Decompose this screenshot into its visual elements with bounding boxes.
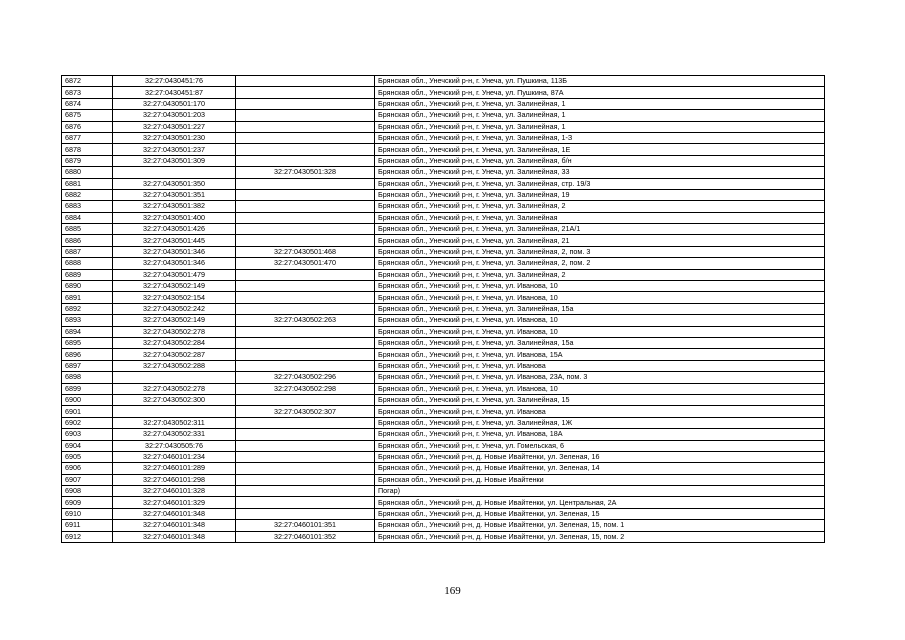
cadastral-number-cell: 32:27:0430501:479 bbox=[113, 269, 236, 280]
related-cadastral-number-cell bbox=[236, 189, 375, 200]
cadastral-number-cell: 32:27:0430505:76 bbox=[113, 440, 236, 451]
row-number-cell: 6905 bbox=[62, 451, 113, 462]
related-cadastral-number-cell bbox=[236, 463, 375, 474]
table-row bbox=[62, 87, 825, 98]
page-number: 169 bbox=[444, 585, 461, 597]
row-number-cell: 6881 bbox=[62, 178, 113, 189]
cadastral-number-cell: 32:27:0430451:87 bbox=[113, 87, 236, 98]
row-number-cell: 6897 bbox=[62, 360, 113, 371]
cadastral-number-cell: 32:27:0430501:309 bbox=[113, 155, 236, 166]
row-number-cell: 6884 bbox=[62, 212, 113, 223]
row-number-cell: 6872 bbox=[62, 76, 113, 87]
cadastral-number-cell: 32:27:0430502:300 bbox=[113, 394, 236, 405]
address-cell: Брянская обл., Унечский р-н, г. Унеча, ул. Пушкина, 87А bbox=[375, 87, 825, 98]
cadastral-number-cell: 32:27:0430502:278 bbox=[113, 326, 236, 337]
table-row bbox=[62, 463, 825, 474]
related-cadastral-number-cell bbox=[236, 235, 375, 246]
table-row bbox=[62, 474, 825, 485]
address-cell: Брянская обл., Унечский р-н, г. Унеча, ул. Залинейная, 1 bbox=[375, 121, 825, 132]
row-number-cell: 6889 bbox=[62, 269, 113, 280]
table-row bbox=[62, 144, 825, 155]
row-number-cell: 6909 bbox=[62, 497, 113, 508]
cadastral-number-cell: 32:27:0430501:382 bbox=[113, 201, 236, 212]
related-cadastral-number-cell bbox=[236, 429, 375, 440]
address-cell: Брянская обл., Унечский р-н, д. Новые Ивайтенки bbox=[375, 474, 825, 485]
table-row bbox=[62, 531, 825, 542]
related-cadastral-number-cell bbox=[236, 87, 375, 98]
cadastral-number-cell: 32:27:0430501:227 bbox=[113, 121, 236, 132]
related-cadastral-number-cell bbox=[236, 440, 375, 451]
table-row bbox=[62, 167, 825, 178]
row-number-cell: 6911 bbox=[62, 520, 113, 531]
related-cadastral-number-cell bbox=[236, 394, 375, 405]
table-row bbox=[62, 337, 825, 348]
related-cadastral-number-cell bbox=[236, 110, 375, 121]
related-cadastral-number-cell bbox=[236, 360, 375, 371]
related-cadastral-number-cell bbox=[236, 281, 375, 292]
cadastral-number-cell: 32:27:0430501:350 bbox=[113, 178, 236, 189]
cadastral-number-cell: 32:27:0460101:234 bbox=[113, 451, 236, 462]
related-cadastral-number-cell: 32:27:0430501:328 bbox=[236, 167, 375, 178]
related-cadastral-number-cell bbox=[236, 269, 375, 280]
row-number-cell: 6894 bbox=[62, 326, 113, 337]
cadastral-number-cell: 32:27:0430501:351 bbox=[113, 189, 236, 200]
cadastral-number-cell: 32:27:0430501:203 bbox=[113, 110, 236, 121]
row-number-cell: 6895 bbox=[62, 337, 113, 348]
row-number-cell: 6878 bbox=[62, 144, 113, 155]
cadastral-number-cell: 32:27:0430502:149 bbox=[113, 281, 236, 292]
table-row bbox=[62, 121, 825, 132]
row-number-cell: 6902 bbox=[62, 417, 113, 428]
table-row bbox=[62, 326, 825, 337]
related-cadastral-number-cell: 32:27:0430502:263 bbox=[236, 315, 375, 326]
cadastral-number-cell: 32:27:0430451:76 bbox=[113, 76, 236, 87]
cadastral-number-cell: 32:27:0430501:230 bbox=[113, 132, 236, 143]
address-cell: Брянская обл., Унечский р-н, г. Унеча, ул. Залинейная, 2, пом. 2 bbox=[375, 258, 825, 269]
related-cadastral-number-cell: 32:27:0460101:352 bbox=[236, 531, 375, 542]
row-number-cell: 6880 bbox=[62, 167, 113, 178]
address-cell: Брянская обл., Унечский р-н, г. Унеча, ул. Иванова, 10 bbox=[375, 326, 825, 337]
table-row bbox=[62, 76, 825, 87]
table-row bbox=[62, 224, 825, 235]
table-row bbox=[62, 406, 825, 417]
address-cell: Брянская обл., Унечский р-н, г. Унеча, ул. Пушкина, 113Б bbox=[375, 76, 825, 87]
row-number-cell: 6874 bbox=[62, 98, 113, 109]
table-row bbox=[62, 281, 825, 292]
related-cadastral-number-cell bbox=[236, 292, 375, 303]
address-cell: Брянская обл., Унечский р-н, г. Унеча, ул. Залинейная, 1 bbox=[375, 110, 825, 121]
cadastral-number-cell: 32:27:0460101:298 bbox=[113, 474, 236, 485]
cadastral-number-cell: 32:27:0430502:154 bbox=[113, 292, 236, 303]
row-number-cell: 6907 bbox=[62, 474, 113, 485]
address-cell: Брянская обл., Унечский р-н, г. Унеча, ул. Залинейная bbox=[375, 212, 825, 223]
table-row bbox=[62, 349, 825, 360]
related-cadastral-number-cell bbox=[236, 497, 375, 508]
address-cell: Брянская обл., Унечский р-н, г. Унеча, ул. Залинейная, 21 bbox=[375, 235, 825, 246]
address-cell: Брянская обл., Унечский р-н, г. Унеча, ул. Залинейная, 33 bbox=[375, 167, 825, 178]
address-cell: Брянская обл., Унечский р-н, г. Унеча, ул. Иванова, 18А bbox=[375, 429, 825, 440]
cadastral-number-cell: 32:27:0430502:331 bbox=[113, 429, 236, 440]
cadastral-number-cell: 32:27:0430501:445 bbox=[113, 235, 236, 246]
row-number-cell: 6892 bbox=[62, 303, 113, 314]
related-cadastral-number-cell bbox=[236, 98, 375, 109]
row-number-cell: 6896 bbox=[62, 349, 113, 360]
table-row bbox=[62, 486, 825, 497]
table-row bbox=[62, 235, 825, 246]
address-cell: Брянская обл., Унечский р-н, г. Унеча, ул. Залинейная, 15а bbox=[375, 337, 825, 348]
row-number-cell: 6904 bbox=[62, 440, 113, 451]
registry-table-body bbox=[62, 76, 825, 543]
cadastral-number-cell: 32:27:0430501:426 bbox=[113, 224, 236, 235]
address-cell: Брянская обл., Унечский р-н, г. Унеча, ул. Иванова, 23А, пом. 3 bbox=[375, 372, 825, 383]
cadastral-number-cell: 32:27:0430502:278 bbox=[113, 383, 236, 394]
table-row bbox=[62, 189, 825, 200]
related-cadastral-number-cell: 32:27:0430502:298 bbox=[236, 383, 375, 394]
row-number-cell: 6882 bbox=[62, 189, 113, 200]
cadastral-number-cell: 32:27:0430502:284 bbox=[113, 337, 236, 348]
related-cadastral-number-cell bbox=[236, 303, 375, 314]
related-cadastral-number-cell bbox=[236, 144, 375, 155]
address-cell: Брянская обл., Унечский р-н, г. Унеча, ул. Залинейная, 15а bbox=[375, 303, 825, 314]
cadastral-number-cell: 32:27:0430502:288 bbox=[113, 360, 236, 371]
row-number-cell: 6908 bbox=[62, 486, 113, 497]
related-cadastral-number-cell bbox=[236, 155, 375, 166]
address-cell: Брянская обл., Унечский р-н, г. Унеча, ул. Залинейная, 1Ж bbox=[375, 417, 825, 428]
address-cell: Брянская обл., Унечский р-н, г. Унеча, ул. Иванова bbox=[375, 406, 825, 417]
related-cadastral-number-cell: 32:27:0430501:468 bbox=[236, 246, 375, 257]
related-cadastral-number-cell bbox=[236, 224, 375, 235]
cadastral-number-cell: 32:27:0430501:170 bbox=[113, 98, 236, 109]
address-cell: Брянская обл., Унечский р-н, д. Новые Ивайтенки, ул. Зеленая, 16 bbox=[375, 451, 825, 462]
row-number-cell: 6879 bbox=[62, 155, 113, 166]
row-number-cell: 6885 bbox=[62, 224, 113, 235]
cadastral-number-cell: 32:27:0460101:348 bbox=[113, 531, 236, 542]
address-cell: Брянская обл., Унечский р-н, г. Унеча, ул. Залинейная, 15 bbox=[375, 394, 825, 405]
cadastral-number-cell: 32:27:0430501:237 bbox=[113, 144, 236, 155]
row-number-cell: 6900 bbox=[62, 394, 113, 405]
table-row bbox=[62, 258, 825, 269]
cadastral-number-cell: 32:27:0430501:400 bbox=[113, 212, 236, 223]
address-cell: Брянская обл., Унечский р-н, г. Унеча, ул. Иванова, 15А bbox=[375, 349, 825, 360]
cadastral-number-cell: 32:27:0430501:346 bbox=[113, 258, 236, 269]
address-cell: Брянская обл., Унечский р-н, г. Унеча, ул. Залинейная, 1Е bbox=[375, 144, 825, 155]
row-number-cell: 6890 bbox=[62, 281, 113, 292]
cadastral-number-cell bbox=[113, 167, 236, 178]
address-cell: Брянская обл., Унечский р-н, г. Унеча, ул. Гомельская, 6 bbox=[375, 440, 825, 451]
related-cadastral-number-cell bbox=[236, 178, 375, 189]
row-number-cell: 6887 bbox=[62, 246, 113, 257]
table-row bbox=[62, 417, 825, 428]
related-cadastral-number-cell bbox=[236, 76, 375, 87]
cadastral-number-cell: 32:27:0460101:348 bbox=[113, 508, 236, 519]
address-cell: Брянская обл., Унечский р-н, г. Унеча, ул. Иванова, 10 bbox=[375, 315, 825, 326]
row-number-cell: 6910 bbox=[62, 508, 113, 519]
table-row bbox=[62, 429, 825, 440]
row-number-cell: 6893 bbox=[62, 315, 113, 326]
cadastral-number-cell: 32:27:0430501:346 bbox=[113, 246, 236, 257]
table-row bbox=[62, 440, 825, 451]
related-cadastral-number-cell: 32:27:0460101:351 bbox=[236, 520, 375, 531]
address-cell: Брянская обл., Унечский р-н, г. Унеча, ул. Иванова, 10 bbox=[375, 281, 825, 292]
related-cadastral-number-cell bbox=[236, 474, 375, 485]
row-number-cell: 6903 bbox=[62, 429, 113, 440]
address-cell: Брянская обл., Унечский р-н, г. Унеча, ул. Иванова bbox=[375, 360, 825, 371]
address-cell: Брянская обл., Унечский р-н, д. Новые Ивайтенки, ул. Зеленая, 15, пом. 1 bbox=[375, 520, 825, 531]
address-cell: Брянская обл., Унечский р-н, г. Унеча, ул. Залинейная, 1 bbox=[375, 98, 825, 109]
address-cell: Погар) bbox=[375, 486, 825, 497]
cadastral-number-cell: 32:27:0460101:329 bbox=[113, 497, 236, 508]
address-cell: Брянская обл., Унечский р-н, г. Унеча, ул. Залинейная, 2, пом. 3 bbox=[375, 246, 825, 257]
cadastral-number-cell: 32:27:0430502:149 bbox=[113, 315, 236, 326]
table-row bbox=[62, 292, 825, 303]
row-number-cell: 6876 bbox=[62, 121, 113, 132]
related-cadastral-number-cell bbox=[236, 212, 375, 223]
cadastral-number-cell bbox=[113, 406, 236, 417]
table-row bbox=[62, 451, 825, 462]
table-row bbox=[62, 315, 825, 326]
related-cadastral-number-cell bbox=[236, 417, 375, 428]
related-cadastral-number-cell: 32:27:0430502:296 bbox=[236, 372, 375, 383]
table-row bbox=[62, 508, 825, 519]
related-cadastral-number-cell: 32:27:0430501:470 bbox=[236, 258, 375, 269]
table-row bbox=[62, 155, 825, 166]
registry-table bbox=[61, 75, 825, 543]
related-cadastral-number-cell bbox=[236, 486, 375, 497]
related-cadastral-number-cell bbox=[236, 201, 375, 212]
related-cadastral-number-cell bbox=[236, 132, 375, 143]
cadastral-number-cell: 32:27:0430502:311 bbox=[113, 417, 236, 428]
related-cadastral-number-cell bbox=[236, 337, 375, 348]
row-number-cell: 6898 bbox=[62, 372, 113, 383]
address-cell: Брянская обл., Унечский р-н, д. Новые Ивайтенки, ул. Зеленая, 15, пом. 2 bbox=[375, 531, 825, 542]
address-cell: Брянская обл., Унечский р-н, г. Унеча, ул. Залинейная, 21А/1 bbox=[375, 224, 825, 235]
cadastral-number-cell: 32:27:0430502:242 bbox=[113, 303, 236, 314]
row-number-cell: 6912 bbox=[62, 531, 113, 542]
address-cell: Брянская обл., Унечский р-н, г. Унеча, ул. Залинейная, стр. 19/3 bbox=[375, 178, 825, 189]
row-number-cell: 6875 bbox=[62, 110, 113, 121]
row-number-cell: 6906 bbox=[62, 463, 113, 474]
table-row bbox=[62, 246, 825, 257]
table-row bbox=[62, 98, 825, 109]
table-row bbox=[62, 110, 825, 121]
row-number-cell: 6891 bbox=[62, 292, 113, 303]
table-row bbox=[62, 360, 825, 371]
table-row bbox=[62, 178, 825, 189]
table-row bbox=[62, 201, 825, 212]
address-cell: Брянская обл., Унечский р-н, д. Новые Ивайтенки, ул. Зеленая, 15 bbox=[375, 508, 825, 519]
table-row bbox=[62, 394, 825, 405]
address-cell: Брянская обл., Унечский р-н, г. Унеча, ул. Залинейная, 2 bbox=[375, 269, 825, 280]
table-row bbox=[62, 303, 825, 314]
table-row bbox=[62, 520, 825, 531]
related-cadastral-number-cell bbox=[236, 451, 375, 462]
address-cell: Брянская обл., Унечский р-н, г. Унеча, ул. Иванова, 10 bbox=[375, 383, 825, 394]
cadastral-number-cell bbox=[113, 372, 236, 383]
address-cell: Брянская обл., Унечский р-н, г. Унеча, ул. Залинейная, б/н bbox=[375, 155, 825, 166]
row-number-cell: 6873 bbox=[62, 87, 113, 98]
address-cell: Брянская обл., Унечский р-н, г. Унеча, ул. Залинейная, 2 bbox=[375, 201, 825, 212]
cadastral-number-cell: 32:27:0460101:328 bbox=[113, 486, 236, 497]
address-cell: Брянская обл., Унечский р-н, г. Унеча, ул. Залинейная, 19 bbox=[375, 189, 825, 200]
table-row bbox=[62, 383, 825, 394]
table-row bbox=[62, 269, 825, 280]
related-cadastral-number-cell bbox=[236, 121, 375, 132]
row-number-cell: 6883 bbox=[62, 201, 113, 212]
cadastral-number-cell: 32:27:0460101:289 bbox=[113, 463, 236, 474]
related-cadastral-number-cell bbox=[236, 508, 375, 519]
address-cell: Брянская обл., Унечский р-н, г. Унеча, ул. Иванова, 10 bbox=[375, 292, 825, 303]
row-number-cell: 6888 bbox=[62, 258, 113, 269]
table-row bbox=[62, 212, 825, 223]
row-number-cell: 6886 bbox=[62, 235, 113, 246]
related-cadastral-number-cell bbox=[236, 326, 375, 337]
row-number-cell: 6877 bbox=[62, 132, 113, 143]
address-cell: Брянская обл., Унечский р-н, д. Новые Ивайтенки, ул. Центральная, 2А bbox=[375, 497, 825, 508]
table-row bbox=[62, 497, 825, 508]
cadastral-number-cell: 32:27:0460101:348 bbox=[113, 520, 236, 531]
table-row bbox=[62, 132, 825, 143]
cadastral-number-cell: 32:27:0430502:287 bbox=[113, 349, 236, 360]
row-number-cell: 6901 bbox=[62, 406, 113, 417]
address-cell: Брянская обл., Унечский р-н, г. Унеча, ул. Залинейная, 1-З bbox=[375, 132, 825, 143]
row-number-cell: 6899 bbox=[62, 383, 113, 394]
table-row bbox=[62, 372, 825, 383]
related-cadastral-number-cell: 32:27:0430502:307 bbox=[236, 406, 375, 417]
related-cadastral-number-cell bbox=[236, 349, 375, 360]
address-cell: Брянская обл., Унечский р-н, д. Новые Ивайтенки, ул. Зеленая, 14 bbox=[375, 463, 825, 474]
